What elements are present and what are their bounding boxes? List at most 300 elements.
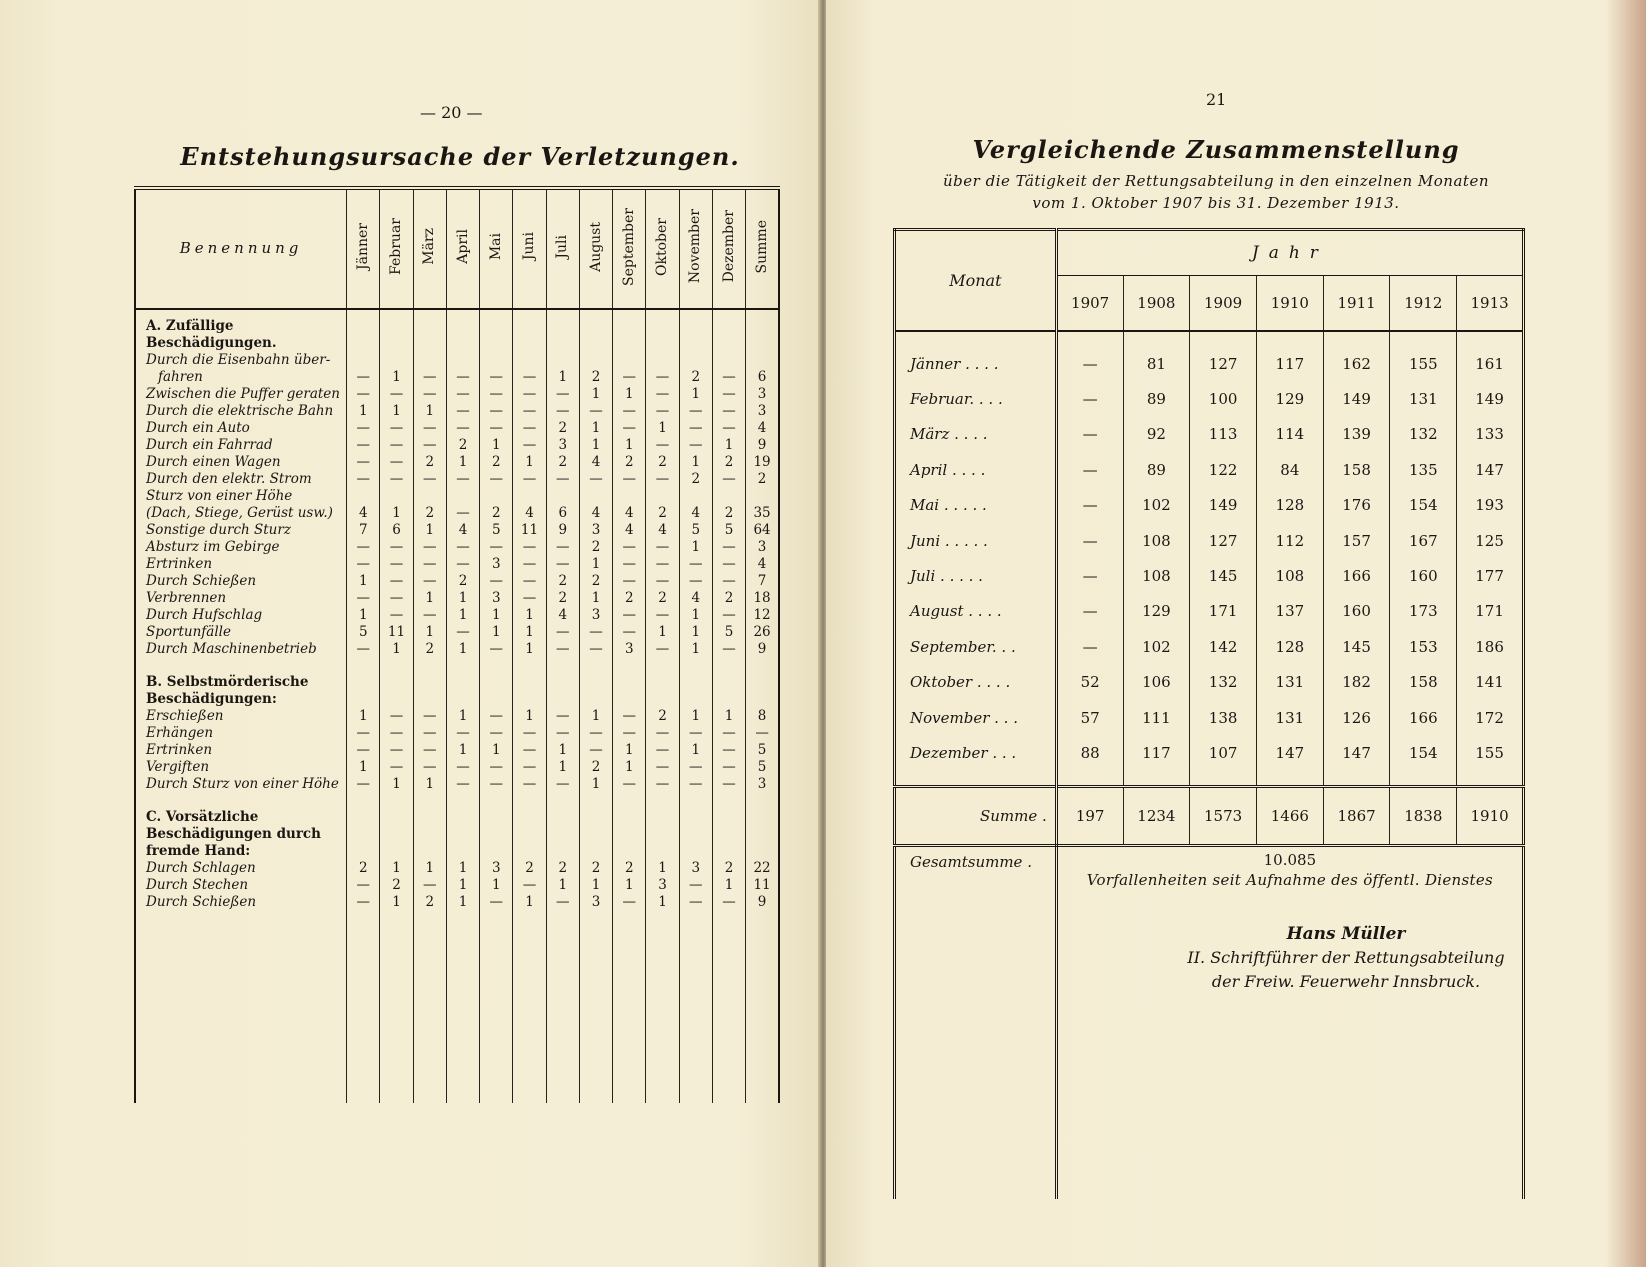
table-cell: 2 <box>546 860 579 877</box>
table-cell: 1 <box>446 454 479 471</box>
table-cell: 7 <box>757 573 767 589</box>
table-cell: 1 <box>480 607 513 624</box>
table-cell <box>613 352 646 369</box>
table-cell: — <box>546 776 579 793</box>
table-cell: — <box>413 573 446 590</box>
month-column-header-label: April <box>454 229 471 264</box>
table-cell: — <box>712 403 745 420</box>
table-cell: 2 <box>679 369 712 386</box>
table-cell: 149 <box>1475 390 1504 409</box>
table-cell: 182 <box>1323 665 1390 700</box>
table-cell: 11 <box>753 877 771 893</box>
table-cell: 5 <box>712 624 745 641</box>
table-cell: — <box>513 386 546 403</box>
table-cell: 3 <box>579 894 612 911</box>
empty-cell <box>746 793 779 801</box>
table-cell: — <box>413 420 446 437</box>
table-cell: 132 <box>1190 665 1257 700</box>
empty-cell <box>480 911 513 1103</box>
table-cell: — <box>380 539 413 556</box>
table-cell: — <box>546 539 579 556</box>
section-spacer <box>135 793 779 801</box>
table-cell: 92 <box>1123 417 1190 452</box>
table-cell: 1 <box>679 742 712 759</box>
empty-cell <box>413 666 446 708</box>
table-cell: — <box>613 403 646 420</box>
table-cell: — <box>446 725 479 742</box>
table-cell: — <box>613 894 646 911</box>
table-cell: 111 <box>1123 700 1190 735</box>
table-cell: 162 <box>1323 346 1390 381</box>
table-cell: — <box>613 624 646 641</box>
sum-cell: 1910 <box>1457 786 1524 845</box>
section-heading: C. Vorsätzliche Beschädigungen durch fremde Hand: <box>135 801 347 860</box>
table-cell: 2 <box>413 641 446 658</box>
table-cell: — <box>1056 594 1123 629</box>
table-cell: 1 <box>380 369 413 386</box>
table-cell: — <box>480 386 513 403</box>
empty-cell <box>480 658 513 666</box>
table-row <box>135 607 779 624</box>
table-cell: — <box>513 725 546 742</box>
table-cell: 158 <box>1323 452 1390 487</box>
table-cell: — <box>613 369 646 386</box>
table-cell: 4 <box>613 522 646 539</box>
table-cell: — <box>712 776 745 793</box>
empty-cell <box>1390 771 1457 787</box>
injury-cause-table <box>134 186 780 1103</box>
table-cell: — <box>446 624 479 641</box>
empty-cell <box>546 666 579 708</box>
table-cell: 4 <box>757 420 767 436</box>
table-cell: — <box>480 894 513 911</box>
month-label: Mai . . . . . <box>895 488 1057 523</box>
empty-cell <box>546 801 579 860</box>
table-cell <box>579 352 612 369</box>
empty-cell <box>1190 771 1257 787</box>
month-column-header-label: Juni <box>521 232 538 261</box>
table-cell: 114 <box>1256 417 1323 452</box>
table-cell: 4 <box>646 522 679 539</box>
empty-cell <box>1123 771 1190 787</box>
table-cell: — <box>646 539 679 556</box>
empty-cell <box>446 793 479 801</box>
table-cell: 2 <box>646 590 679 607</box>
table-cell: — <box>679 759 712 776</box>
table-cell: 3 <box>757 539 767 555</box>
month-label: Dezember . . . <box>895 735 1057 770</box>
empty-cell <box>1457 771 1524 787</box>
table-cell: 2 <box>413 894 446 911</box>
empty-cell <box>546 658 579 666</box>
table-cell: — <box>646 573 679 590</box>
table-cell: — <box>347 539 380 556</box>
table-cell: 4 <box>679 505 712 522</box>
table-cell: 1 <box>679 539 712 556</box>
table-cell: — <box>446 369 479 386</box>
table-cell <box>513 488 546 505</box>
section-heading: B. Selbstmörderische Beschädigungen: <box>135 666 347 708</box>
row-label: Durch die Eisenbahn über- <box>135 352 347 369</box>
year-column-header: 1908 <box>1123 276 1190 332</box>
empty-cell <box>679 309 712 352</box>
table-cell: 1 <box>446 607 479 624</box>
right-page <box>826 0 1646 1267</box>
table-cell <box>546 488 579 505</box>
table-cell: — <box>480 471 513 488</box>
table-cell: 1 <box>347 403 380 420</box>
right-page-subtitle-line2: vom 1. Oktober 1907 bis 31. Dezember 1913. <box>1032 194 1400 212</box>
row-label: Ertrinken <box>135 742 347 759</box>
table-cell: — <box>712 641 745 658</box>
month-column-header-label: Mai <box>487 232 504 261</box>
month-row <box>895 417 1524 452</box>
year-column-header: 1912 <box>1390 276 1457 332</box>
table-cell: 3 <box>480 860 513 877</box>
table-cell: — <box>380 420 413 437</box>
table-cell <box>746 488 779 505</box>
month-column-header <box>746 188 779 309</box>
table-cell: 88 <box>1056 735 1123 770</box>
table-cell: — <box>1056 523 1123 558</box>
empty-cell <box>679 666 712 708</box>
table-cell: 1 <box>413 776 446 793</box>
table-cell: 1 <box>380 894 413 911</box>
table-cell: — <box>347 877 380 894</box>
table-cell: — <box>513 539 546 556</box>
table-cell: — <box>646 386 679 403</box>
table-cell: — <box>380 556 413 573</box>
table-cell: 1 <box>513 607 546 624</box>
section-heading: A. Zufällige Beschädigungen. <box>135 309 347 352</box>
table-cell: — <box>380 590 413 607</box>
empty-cell <box>1457 331 1524 346</box>
empty-cell <box>679 658 712 666</box>
table-cell: — <box>646 607 679 624</box>
table-cell: — <box>513 776 546 793</box>
table-cell: — <box>413 386 446 403</box>
empty-cell <box>746 309 779 352</box>
right-page-title: Vergleichende Zusammenstellung <box>972 135 1460 164</box>
table-row <box>135 454 779 471</box>
month-label: April . . . . <box>895 452 1057 487</box>
table-cell: — <box>546 708 579 725</box>
table-cell: — <box>380 454 413 471</box>
table-cell: — <box>413 437 446 454</box>
sum-row <box>895 786 1524 845</box>
empty-cell <box>513 801 546 860</box>
row-label: Durch den elektr. Strom <box>135 471 347 488</box>
empty-cell <box>380 793 413 801</box>
empty-cell <box>380 309 413 352</box>
table-cell: — <box>513 420 546 437</box>
right-page-number: 21 <box>1206 90 1227 109</box>
empty-cell <box>1323 771 1390 787</box>
table-cell: 6 <box>546 505 579 522</box>
table-cell: 127 <box>1190 346 1257 381</box>
empty-cell <box>613 793 646 801</box>
signature-title-line2: der Freiw. Feuerwehr Innsbruck. <box>1211 972 1481 991</box>
table-cell: 171 <box>1190 594 1257 629</box>
month-label: Februar. . . . <box>895 381 1057 416</box>
table-cell: 2 <box>546 420 579 437</box>
table-cell: 3 <box>757 403 767 419</box>
month-column-header-label: Dezember <box>720 210 737 283</box>
table-cell: 52 <box>1056 665 1123 700</box>
table-cell: 127 <box>1190 523 1257 558</box>
table-cell: 3 <box>546 437 579 454</box>
table-cell: — <box>546 624 579 641</box>
row-label: Durch die elektrische Bahn <box>135 403 347 420</box>
empty-cell <box>347 793 380 801</box>
empty-cell <box>613 658 646 666</box>
table-cell: 167 <box>1390 523 1457 558</box>
section-heading-row <box>135 666 779 708</box>
table-row <box>135 742 779 759</box>
table-cell: 108 <box>1123 558 1190 593</box>
table-cell: 2 <box>579 759 612 776</box>
empty-cell <box>546 309 579 352</box>
signature-block <box>1126 922 1566 994</box>
table-cell: 1 <box>513 708 546 725</box>
table-blank-tail <box>135 911 779 1103</box>
table-cell: 153 <box>1390 629 1457 664</box>
table-row <box>135 352 779 369</box>
table-cell: 122 <box>1190 452 1257 487</box>
row-label: Sturz von einer Höhe <box>135 488 347 505</box>
table-cell: 1 <box>646 860 679 877</box>
table-cell <box>679 352 712 369</box>
table-cell: — <box>1056 629 1123 664</box>
name-column-header <box>135 188 347 309</box>
row-label: Ertrinken <box>135 556 347 573</box>
table-cell: 84 <box>1256 452 1323 487</box>
table-cell: — <box>380 607 413 624</box>
table-cell: — <box>646 776 679 793</box>
table-cell: — <box>513 759 546 776</box>
table-cell: 1 <box>513 454 546 471</box>
table-cell: — <box>513 573 546 590</box>
table-cell: — <box>380 386 413 403</box>
injury-table-header <box>135 188 779 309</box>
table-cell: 89 <box>1123 452 1190 487</box>
table-cell: 102 <box>1123 488 1190 523</box>
monthly-comparison-body <box>895 331 1524 1199</box>
month-column-header-label: Jänner <box>354 223 371 270</box>
table-cell: 3 <box>679 860 712 877</box>
table-cell: — <box>712 471 745 488</box>
empty-cell <box>1256 331 1323 346</box>
empty-cell <box>1190 331 1257 346</box>
table-cell: 166 <box>1323 558 1390 593</box>
table-cell: — <box>446 471 479 488</box>
table-cell: — <box>446 759 479 776</box>
table-cell <box>480 488 513 505</box>
empty-cell <box>746 911 779 1103</box>
table-cell <box>746 352 779 369</box>
table-cell: 1 <box>546 877 579 894</box>
table-cell: 172 <box>1475 708 1504 727</box>
table-cell: 1 <box>413 624 446 641</box>
table-cell: — <box>613 556 646 573</box>
table-cell: — <box>613 573 646 590</box>
table-cell: — <box>513 437 546 454</box>
month-label: Juli . . . . . <box>895 558 1057 593</box>
sum-cell: 197 <box>1056 786 1123 845</box>
month-column-header <box>380 188 413 309</box>
empty-cell <box>1323 331 1390 346</box>
table-cell: 147 <box>1323 735 1390 770</box>
table-cell <box>480 352 513 369</box>
month-column-header-label: August <box>587 221 604 272</box>
month-row <box>895 346 1524 381</box>
table-cell: 1 <box>579 877 612 894</box>
table-cell: — <box>646 471 679 488</box>
table-row <box>135 369 779 386</box>
table-cell: — <box>679 556 712 573</box>
table-cell: 2 <box>679 471 712 488</box>
table-row <box>135 505 779 522</box>
table-cell: — <box>646 369 679 386</box>
table-cell: 147 <box>1256 735 1323 770</box>
table-cell <box>413 488 446 505</box>
table-cell: 173 <box>1390 594 1457 629</box>
signature-name: Hans Müller <box>1286 924 1406 944</box>
table-cell: 126 <box>1323 700 1390 735</box>
month-label: September. . . <box>895 629 1057 664</box>
table-cell: 128 <box>1256 488 1323 523</box>
table-cell: 106 <box>1123 665 1190 700</box>
table-cell <box>380 352 413 369</box>
table-cell: 8 <box>757 708 767 724</box>
table-cell: — <box>380 759 413 776</box>
table-cell: 1 <box>546 759 579 776</box>
table-cell: 186 <box>1475 637 1504 656</box>
table-cell: — <box>712 894 745 911</box>
table-cell: 1 <box>513 894 546 911</box>
table-cell: 2 <box>446 573 479 590</box>
table-cell: 4 <box>446 522 479 539</box>
month-row <box>895 735 1524 770</box>
empty-cell <box>380 658 413 666</box>
table-cell: — <box>546 386 579 403</box>
table-cell: 1 <box>413 403 446 420</box>
table-cell: — <box>712 556 745 573</box>
table-cell: 2 <box>347 860 380 877</box>
empty-cell <box>446 666 479 708</box>
table-cell: 1 <box>513 641 546 658</box>
empty-cell <box>646 793 679 801</box>
month-column-header-label: Juli <box>554 234 571 259</box>
monthly-comparison-table <box>893 228 1525 1199</box>
table-cell: 3 <box>480 556 513 573</box>
table-cell: 154 <box>1390 488 1457 523</box>
table-cell: — <box>413 556 446 573</box>
table-cell: — <box>347 742 380 759</box>
row-label: Absturz im Gebirge <box>135 539 347 556</box>
table-cell: 1 <box>380 641 413 658</box>
table-cell: 6 <box>380 522 413 539</box>
month-column-header-label: Februar <box>388 218 405 275</box>
table-cell <box>646 352 679 369</box>
table-cell: — <box>446 556 479 573</box>
table-cell: 35 <box>753 505 771 521</box>
month-row <box>895 594 1524 629</box>
table-cell: — <box>679 437 712 454</box>
table-cell: — <box>380 573 413 590</box>
empty-cell <box>413 801 446 860</box>
table-cell: 166 <box>1390 700 1457 735</box>
table-cell: 176 <box>1323 488 1390 523</box>
section-spacer <box>135 658 779 666</box>
table-cell: 1 <box>579 420 612 437</box>
table-cell: 171 <box>1475 602 1504 621</box>
table-cell: 1 <box>446 590 479 607</box>
empty-cell <box>746 801 779 860</box>
table-cell: 1 <box>579 437 612 454</box>
table-cell: 108 <box>1256 558 1323 593</box>
table-cell: 149 <box>1323 381 1390 416</box>
table-cell: 2 <box>712 454 745 471</box>
table-cell: 1 <box>613 437 646 454</box>
table-cell: — <box>712 759 745 776</box>
empty-cell <box>679 911 712 1103</box>
table-cell: 4 <box>579 454 612 471</box>
row-label: Durch Maschinenbetrieb <box>135 641 347 658</box>
empty-cell <box>646 801 679 860</box>
table-cell: 3 <box>613 641 646 658</box>
grand-total-cell <box>1056 845 1523 909</box>
table-cell: — <box>480 725 513 742</box>
table-cell: — <box>579 742 612 759</box>
table-cell: — <box>446 403 479 420</box>
table-cell: 11 <box>380 624 413 641</box>
table-cell: — <box>480 759 513 776</box>
table-cell: 1 <box>347 708 380 725</box>
table-cell: — <box>712 607 745 624</box>
sum-label: Summe . <box>895 786 1057 845</box>
table-cell: — <box>1056 381 1123 416</box>
table-cell: 26 <box>753 624 771 640</box>
month-column-header-label: Summe <box>753 219 770 274</box>
month-column-header <box>579 188 612 309</box>
year-column-header: 1911 <box>1323 276 1390 332</box>
table-cell: 1 <box>679 454 712 471</box>
table-cell: 131 <box>1390 381 1457 416</box>
month-row <box>895 700 1524 735</box>
table-cell: 2 <box>712 860 745 877</box>
table-cell: — <box>646 641 679 658</box>
table-cell: 2 <box>579 539 612 556</box>
table-cell: — <box>1056 558 1123 593</box>
table-cell: 3 <box>757 776 767 792</box>
table-cell: 1 <box>413 860 446 877</box>
table-cell: — <box>646 403 679 420</box>
table-cell: — <box>480 708 513 725</box>
year-column-header: 1910 <box>1256 276 1323 332</box>
empty-cell <box>895 331 1057 346</box>
table-cell: 2 <box>579 573 612 590</box>
table-cell: — <box>646 759 679 776</box>
table-cell: 102 <box>1123 629 1190 664</box>
table-cell: — <box>513 403 546 420</box>
row-label: Erschießen <box>135 708 347 725</box>
year-group-header: Jahr <box>1056 230 1523 276</box>
table-cell: 2 <box>579 369 612 386</box>
table-cell: 1 <box>613 386 646 403</box>
empty-cell <box>446 658 479 666</box>
table-cell: — <box>679 776 712 793</box>
